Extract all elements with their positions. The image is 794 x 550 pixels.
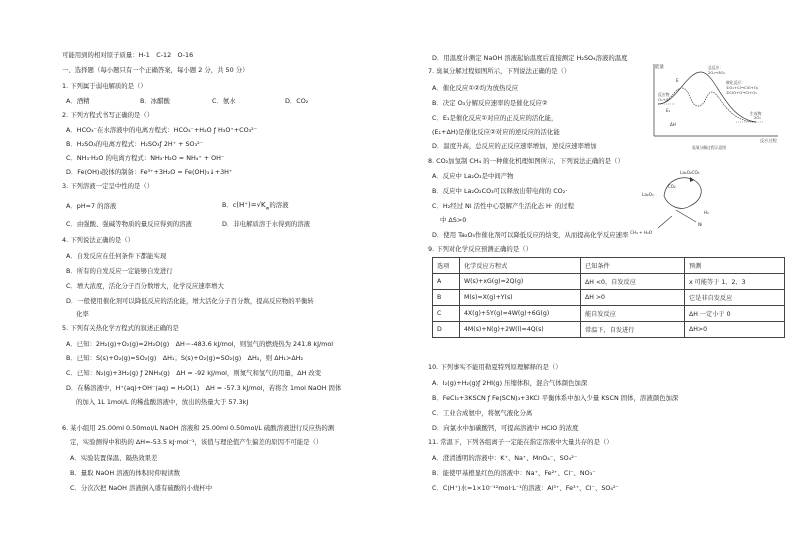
q7-option-d: D．温度升高，总反应的正反应速率增加，逆反应速率增加 <box>432 142 597 150</box>
fig7-xlabel: 反应过程 <box>760 138 777 143</box>
q8-option-c-cont: 中 ΔS>0 <box>440 216 467 224</box>
fig8-top: La₂O₂CO₃ <box>680 170 700 175</box>
q6-stem-1: 6. 某小组用 25.00ml 0.50mol/L NaOH 溶液和 25.00ml 0.50mol/L 硫酸溶液进行反应热的测 <box>62 424 335 432</box>
table-cell: 4X(g)+5Y(g)=4W(g)+6G(g) <box>460 306 581 322</box>
q3-option-c: C．由强酸、强碱等物质的量反应得到的溶液 <box>66 220 192 228</box>
atomic-mass-line: 可能用到的相对原子质量：H-1 C-12 O-16 <box>62 51 194 59</box>
q4-option-b: B．所有的自发反应一定能够自发进行 <box>66 267 173 275</box>
fig7-total-eq: 2O₃→3O₂ <box>708 70 726 75</box>
q8-option-d: D．使用 Ta₂O₅作催化剂可以降低反应的焓变，从而提高化学反应速率 <box>432 231 629 239</box>
ozone-energy-diagram <box>646 60 786 152</box>
fig7-total: 总反应： <box>708 65 724 70</box>
table-cell: A <box>433 274 460 290</box>
fig7-prod: 生成物 <box>750 111 762 116</box>
catalysis-cycle-diagram <box>624 166 734 238</box>
q5-option-c: C．已知：N₂(g)+3H₂(g) ƒ 2NH₃(g) ΔH = -92 kJ/mol，则氮气和氢气的用量，ΔH 改变 <box>66 369 322 377</box>
q3-option-a: A．pH=7 的溶液 <box>66 202 117 210</box>
fig7-cat1-eq: ①O₃+Cl→ClO+O₂ <box>726 85 759 90</box>
catalysis-cycle-svg <box>624 166 734 238</box>
fig7-ylabel: 能量 <box>655 65 664 70</box>
fig8-ch4: CH₄ + H₂O <box>630 230 653 235</box>
table-cell: ΔH 一定小于 0 <box>685 306 785 322</box>
q11-option-a: A．澄清透明的溶液中：K⁺、Na⁺、MnO₄⁻、SO₄²⁻ <box>432 454 578 462</box>
q9-header-row <box>433 258 785 274</box>
q8-stem: 8. CO₂加氢制 CH₄ 的一种催化机理如图所示，下列说法正确的是（） <box>428 157 624 165</box>
q8-option-b: B．反应中 La₂O₂CO₃可以释放出带电荷的 CO₂· <box>432 187 568 195</box>
q1-option-a: A．酒精 <box>66 97 90 105</box>
fig8-co2: CO₂ <box>668 184 676 189</box>
q2-option-c: C．NH₃·H₂O 的电离方程式：NH₃·H₂O = NH₄⁺ + OH⁻ <box>66 154 225 162</box>
q2-stem: 2. 下列方程式书写正确的是（） <box>62 111 154 119</box>
q11-option-b: B．能使甲基橙显红色的溶液中：Na⁺、Fe²⁺、Cl⁻、NO₃⁻ <box>432 469 596 477</box>
q6-option-b: B．量取 NaOH 溶液的体积时仰视读数 <box>70 469 181 477</box>
fig7-cat1: 催化反应： <box>726 80 745 85</box>
fig8-ni: Ni <box>698 222 703 227</box>
q6-option-c: C．分次次把 NaOH 溶液倒入盛有硫酸的小烧杯中 <box>70 484 213 492</box>
q1-option-d: D．CO₂ <box>285 97 309 105</box>
q10-option-a: A．I₂(g)+H₂(g)ƒ 2HI(g) 压缩体积，混合气体颜色加深 <box>432 379 588 387</box>
q1-stem: 1. 下列属于弱电解质的是（） <box>62 82 147 90</box>
table-cell: W(s)+xG(g)=2Q(g) <box>460 274 581 290</box>
table-cell: x 可能等于 1、2、3 <box>685 274 785 290</box>
table-cell: ΔH <0，自发反应 <box>581 274 685 290</box>
table-row <box>433 322 785 338</box>
q9-header-cell: 化学反应方程式 <box>460 258 581 274</box>
fig7-prod2: 2O₂ <box>754 115 761 120</box>
q9-header-cell: 选项 <box>433 258 460 274</box>
q4-option-c: C．增大浓度，活化分子百分数增大，化学反应速率增大 <box>66 282 224 290</box>
q7-option-c-cont: (E₁+ΔH)是催化反应②对应的逆反应的活化能 <box>432 128 560 136</box>
q3-option-d: D．非电解质溶于水得到的溶液 <box>222 220 310 228</box>
q2-option-d: D．Fe(OH)₃胶体的制备：Fe³⁺+3H₂O = Fe(OH)₃↓+3H⁺ <box>66 168 233 176</box>
q3-option-b-pre: B．c <box>222 201 237 209</box>
q7-option-b: B．决定 O₃分解反应速率的是催化反应② <box>432 99 548 107</box>
q5-stem: 5. 下列有关热化学方程式的叙述正确的是 <box>62 324 179 332</box>
q9-header-cell: 预测 <box>685 258 785 274</box>
fig7-caption: 臭氧分解过程示意图 <box>692 145 727 150</box>
q10-option-b: B．FeCl₃+3KSCN ƒ Fe(SCN)₃+3KCl 平衡体系中加入少量 KSCN 固体，溶液颜色加深 <box>432 394 679 402</box>
q4-stem: 4. 下列说法正确的是（） <box>62 236 135 244</box>
q6-stem-2: 定，实验测得中和热的 ΔH=-53.5 kJ·mol⁻¹，该值与理论值产生偏差的原因不可能是（） <box>70 438 323 446</box>
ozone-energy-svg <box>646 60 786 152</box>
section-title: 一、选择题（每小题只有一个正确答案，每小题 2 分，共 50 分） <box>62 66 249 74</box>
q11-option-c: C．C(H⁺)水=1×10⁻¹²mol·L⁻¹的溶液：Al³⁺、Fe³⁺、Cl⁻、SO₄²⁻ <box>432 484 619 492</box>
table-cell: B <box>433 290 460 306</box>
table-cell: C <box>433 306 460 322</box>
table-cell: 它是非自发反应 <box>685 290 785 306</box>
fig7-e1: E₁ <box>666 108 671 113</box>
q5-option-d: D．在稀溶液中，H⁺(aq)+OH⁻(aq) = H₂O(1) ΔH = -57.3 kJ/mol，若将含 1mol NaOH 固体 <box>66 384 342 392</box>
table-row <box>433 274 785 290</box>
q6-option-a: A．实验装置保温、隔热效果差 <box>70 454 158 462</box>
fig7-react2: O₃+O <box>658 97 669 102</box>
q10-option-c: C．工业合成氨中，将氨气液化分离 <box>432 409 533 417</box>
q8-option-c: C．H₂经过 Ni 活性中心裂解产生活化态 H· 的过程 <box>432 202 574 210</box>
q3-stem: 3. 下列溶液一定呈中性的是（） <box>62 182 154 190</box>
q5-option-a: A．已知：2H₂(g)+O₂(g)=2H₂O(g) ΔH＝-483.6 kJ/mol，则氢气的燃烧热为 241.8 kJ/mol <box>66 340 334 348</box>
q4-option-d: D．一般使用催化剂可以降低反应的活化能，增大活化分子百分数，提高反应物的平衡转 <box>66 297 314 305</box>
q2-option-b: B．H₂SO₃的电离方程式：H₂SO₃ƒ 2H⁺ + SO₃²⁻ <box>66 140 204 148</box>
table-cell: 4M(s)+N(g)+2W(l)=4Q(s) <box>460 322 581 338</box>
q3-option-b-post: 的溶液 <box>269 201 289 209</box>
q9-header-cell: 已知条件 <box>581 258 685 274</box>
q4-option-a: A．自发反应在任何条件下都能实现 <box>66 252 167 260</box>
fig7-cat2-eq: ②ClO+O→Cl+O₂ <box>726 90 757 95</box>
table-row <box>433 306 785 322</box>
q7-option-c: C．E₁是催化反应①对应的正反应的活化能， <box>432 114 558 122</box>
table-row <box>433 290 785 306</box>
q10-option-d: D．向氯水中加碳酸钙，可提高溶液中 HClO 的浓度 <box>432 424 579 432</box>
q6-option-d: D．用温度计测定 NaOH 溶液起始温度后直接测定 H₂SO₄溶液的温度 <box>432 54 628 62</box>
q3-formula: $(H^+)=√K_w$ <box>236 201 270 212</box>
fig7-dh: ΔH <box>670 122 676 127</box>
table-cell: ΔH>0 <box>685 322 785 338</box>
table-cell: M(s)=X(g)+Y(s) <box>460 290 581 306</box>
fig7-react: 反应物 <box>658 92 670 97</box>
q9-stem: 9. 下列对化学反应预测正确的是（） <box>428 245 532 253</box>
q1-option-b: B．冰醋酸 <box>140 97 170 105</box>
q1-option-c: C．氨水 <box>212 97 236 105</box>
table-cell: 能自发反应 <box>581 306 685 322</box>
table-cell: ΔH >0 <box>581 290 685 306</box>
fig7-e: E <box>676 78 679 83</box>
q5-option-d-cont: 的加入 1L 1mol/L 的稀盐酸溶液中，放出的热量大于 57.3kJ <box>76 398 249 406</box>
table-cell: D <box>433 322 460 338</box>
fig8-left: La₂O₃ <box>642 192 654 197</box>
table-cell: 常温下，自发进行 <box>581 322 685 338</box>
q2-option-a: A．HCO₃⁻在水溶液中的电离方程式：HCO₃⁻+H₂O ƒ H₃O⁺+CO₃²⁻ <box>66 126 258 134</box>
q4-option-d-cont: 化率 <box>76 310 89 318</box>
q10-stem: 10. 下列事实不能用勒夏特列原理解释的是（） <box>428 363 562 371</box>
q11-stem: 11. 常温下，下列各组离子一定能在指定溶液中大量共存的是（） <box>428 438 613 446</box>
q7-stem: 7. 臭氧分解过程如图所示，下列说法正确的是（） <box>428 67 571 75</box>
q9-table <box>432 257 785 338</box>
fig8-h2: H₂ <box>704 210 709 215</box>
q8-option-a: A．反应中 La₂O₃是中间产物 <box>432 172 514 180</box>
q5-option-b: B．已知：S(s)+O₂(g)=SO₂(g) ΔH₁；S(s)+O₂(g)=SO₂(g) ΔH₂，则 ΔH₁>ΔH₂ <box>66 354 304 362</box>
q7-option-a: A．催化反应①②均为放热反应 <box>432 84 519 92</box>
